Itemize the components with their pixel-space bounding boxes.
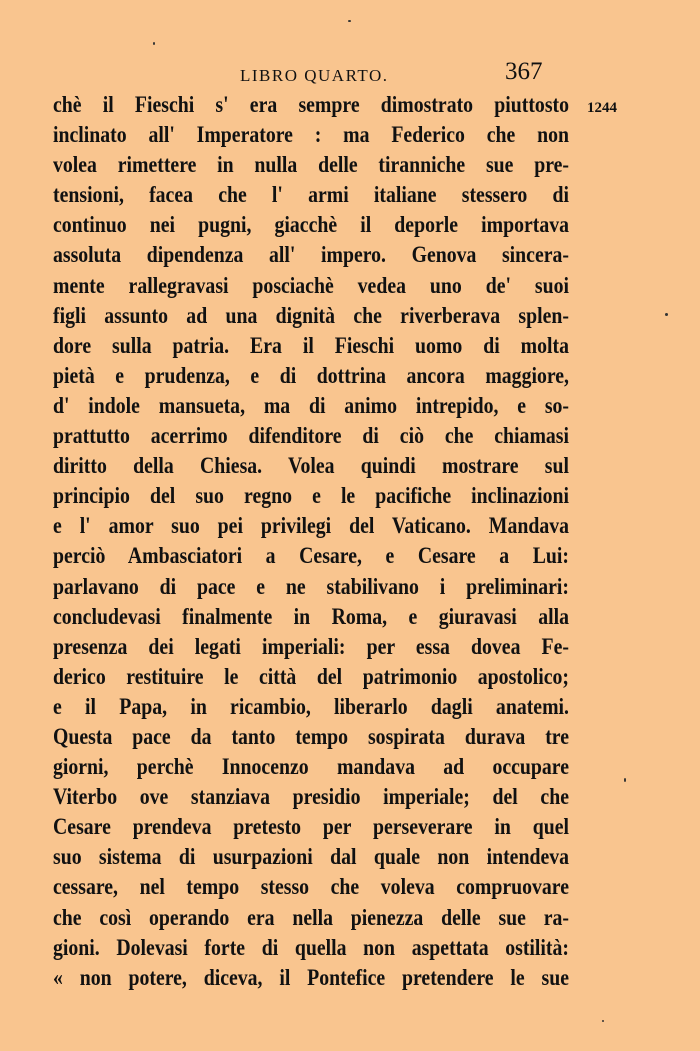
paper-speck (602, 1020, 604, 1022)
text-line: Viterbo ove stanziava presidio imperiale; del che (53, 784, 569, 810)
text-line: cessare, nel tempo stesso che voleva compruovare (53, 874, 569, 900)
margin-year-note: 1244 (587, 100, 617, 116)
text-line: Cesare prendeva pretesto per perseverare in quel (53, 814, 569, 840)
text-line: e il Papa, in ricambio, liberarlo dagli anatemi. (53, 693, 569, 719)
text-line: presenza dei legati imperiali: per essa dovea Fe- (53, 633, 569, 659)
running-title: LIBRO QUARTO. (240, 66, 389, 85)
text-line: inclinato all' Imperatore : ma Federico che non (53, 122, 569, 148)
page-number: 367 (505, 58, 543, 85)
text-line: volea rimettere in nulla delle tiranniche sue pre- (53, 152, 569, 178)
text-line: diritto della Chiesa. Volea quindi mostrare sul (53, 453, 569, 479)
text-line: derico restituire le città del patrimonio apostolico; (53, 663, 569, 689)
text-line: « non potere, diceva, il Pontefice pretendere le sue (53, 964, 569, 990)
text-line: principio del suo regno e le pacifiche inclinazioni (53, 483, 569, 509)
text-line: mente rallegravasi posciachè vedea uno de' suoi (53, 272, 569, 298)
text-line: dore sulla patria. Era il Fieschi uomo di molta (53, 332, 569, 358)
text-line: che così operando era nella pienezza delle sue ra- (53, 904, 569, 930)
paper-speck (348, 20, 351, 22)
text-line: Questa pace da tanto tempo sospirata durava tre (53, 723, 569, 749)
body-text (53, 90, 569, 993)
paper-speck (624, 778, 626, 782)
paper-speck (153, 42, 155, 45)
text-line: d' indole mansueta, ma di animo intrepido, e so- (53, 392, 569, 418)
text-line: giorni, perchè Innocenzo mandava ad occupare (53, 754, 569, 780)
text-line: prattutto acerrimo difenditore di ciò che chiamasi (53, 423, 569, 449)
text-line: chè il Fieschi s' era sempre dimostrato piuttosto (53, 92, 569, 117)
text-line: concludevasi finalmente in Roma, e giuravasi alla (53, 603, 569, 629)
text-line: parlavano di pace e ne stabilivano i preliminari: (53, 573, 569, 599)
text-line: e l' amor suo pei privilegi del Vaticano. Mandava (53, 513, 569, 539)
running-head (0, 56, 700, 92)
text-line: tensioni, facea che l' armi italiane stessero di (53, 182, 569, 208)
text-line: continuo nei pugni, giacchè il deporle importava (53, 212, 569, 238)
text-line: pietà e prudenza, e di dottrina ancora maggiore, (53, 362, 569, 388)
text-line: assoluta dipendenza all' impero. Genova sincera- (53, 242, 569, 268)
text-line: gioni. Dolevasi forte di quella non aspettata ostilità: (53, 934, 569, 960)
text-line: suo sistema di usurpazioni dal quale non intendeva (53, 844, 569, 870)
text-line: figli assunto ad una dignità che riverberava splen- (53, 302, 569, 328)
text-line: perciò Ambasciatori a Cesare, e Cesare a Lui: (53, 543, 569, 569)
paper-speck (665, 313, 668, 316)
